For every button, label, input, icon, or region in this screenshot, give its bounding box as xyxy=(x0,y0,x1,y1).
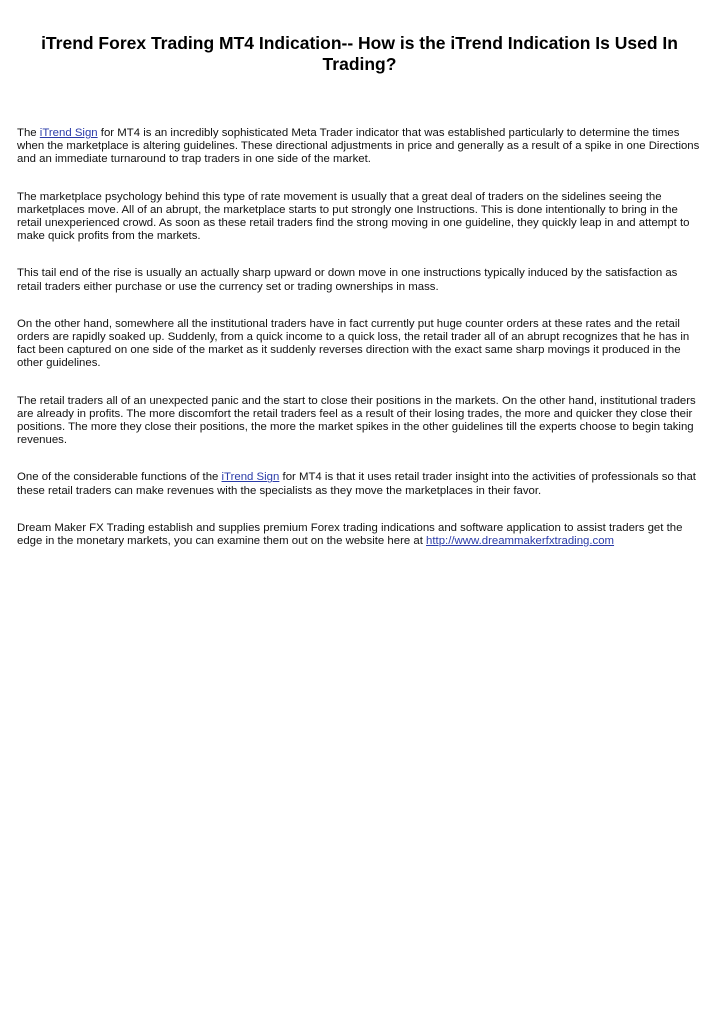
website-link[interactable]: http://www.dreammakerfxtrading.com xyxy=(426,535,615,548)
document-body xyxy=(17,127,702,548)
itrend-sign-link[interactable]: iTrend Sign xyxy=(39,127,98,139)
paragraph-panic: The retail traders all of an unexpected panic and the start to close their positions in the markets. On the other hand, institutional traders are already in profits. The more discomfort the retail traders feel as a result of their losing trades, the more and quicker they close their positions. The more they close their positions, the more the market spikes in the other guidelines till the experts choose to begin taking revenues. xyxy=(17,394,696,447)
paragraph-intro xyxy=(17,127,702,167)
paragraph-tail-end: This tail end of the rise is usually an actually sharp upward or down move in one instructions typically induced by the satisfaction as retail traders either purchase or use the currency set or trading ownerships in mass. xyxy=(17,267,678,293)
paragraph-text: One of the considerable functions of the xyxy=(17,471,222,484)
paragraph-text: Dream Maker FX Trading establish and supplies premium Forex trading indications and software application to assist traders get the edge in the monetary markets, you can examine them out on the website here at xyxy=(17,521,683,548)
paragraph-psychology: The marketplace psychology behind this type of rate movement is usually that a great deal of traders on the sidelines seeing the marketplaces move. All of an abrupt, the marketplace starts to put strongly one Instructions. This is done intentionally to bring in the retail unexperienced crowd. As soon as these retail traders find the strong moving in one guideline, they quickly leap in and attempt to make quick profits from the markets. xyxy=(17,190,690,243)
document-title: iTrend Forex Trading MT4 Indication-- How is the iTrend Indication Is Used In Trading? xyxy=(41,33,678,74)
paragraph-text: for MT4 is an incredibly sophisticated Meta Trader indicator that was established particularly to determine the times when the marketplace is altering guidelines. These directional adjustments in price and generally as a result of a spike in one Directions and an immediate turnaround to trap traders in one side of the market. xyxy=(17,127,700,166)
paragraph-text: for MT4 is that it uses retail trader insight into the activities of professionals so that these retail traders can make revenues with the specialists as they move the marketplaces in their favor. xyxy=(17,471,696,497)
paragraph-dream-maker xyxy=(17,522,702,548)
paragraph-text: The xyxy=(17,127,40,139)
paragraph-functions xyxy=(17,471,702,497)
itrend-sign-link[interactable]: iTrend Sign xyxy=(221,471,280,484)
paragraph-institutional: On the other hand, somewhere all the institutional traders have in fact currently put huge counter orders at these rates and the retail orders are rapidly soaked up. Suddenly, from a quick income to a quick loss, the retail trader all of an abrupt recognizes that he has in fact been captured on one side of the market as it suddenly reverses direction with the exact same sharp movings it produced in the other guidelines. xyxy=(17,317,690,370)
